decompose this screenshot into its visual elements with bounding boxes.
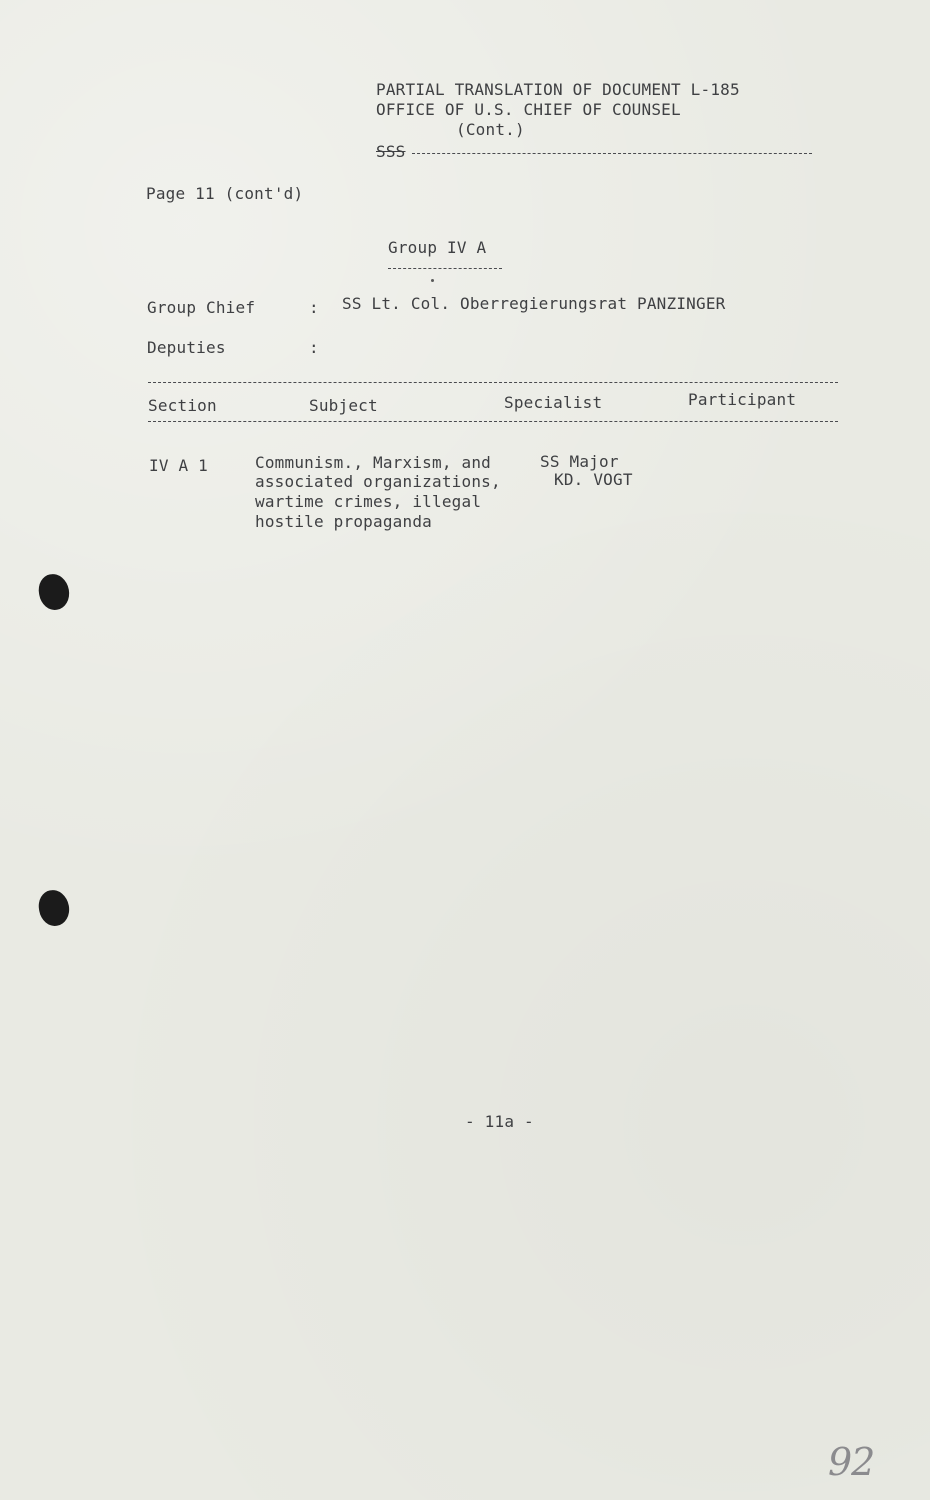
- group-title: Group IV A: [388, 238, 487, 257]
- group-chief-label: Group Chief: [147, 298, 256, 317]
- group-title-underline: [388, 268, 502, 269]
- row-specialist-line-1: SS Major: [540, 452, 619, 471]
- header-title-line-1: PARTIAL TRANSLATION OF DOCUMENT L-185: [376, 80, 740, 99]
- row-specialist-line-2: KD. VOGT: [554, 470, 633, 489]
- table-top-rule: [148, 382, 838, 383]
- deputies-colon: :: [309, 338, 319, 357]
- row-subject-line-2: associated organizations,: [255, 472, 501, 491]
- header-specialist: Specialist: [504, 393, 603, 412]
- page-reference: Page 11 (cont'd): [146, 184, 304, 203]
- header-dashed-rule: [412, 153, 812, 154]
- row-section: IV A 1: [149, 456, 208, 475]
- header-subject: Subject: [309, 396, 378, 415]
- header-title-line-2: OFFICE OF U.S. CHIEF OF COUNSEL: [376, 100, 681, 119]
- row-subject-line-3: wartime crimes, illegal: [255, 492, 482, 511]
- row-subject-line-4: hostile propaganda: [255, 512, 432, 531]
- header-participant: Participant: [688, 390, 797, 409]
- punch-hole-top: [36, 572, 72, 613]
- footer-page-number: - 11a -: [465, 1112, 534, 1131]
- deputies-label: Deputies: [147, 338, 226, 357]
- table-header-bottom-rule: [148, 421, 838, 422]
- punch-hole-bottom: [36, 888, 72, 929]
- header-section: Section: [148, 396, 217, 415]
- group-chief-value: SS Lt. Col. Oberregierungsrat PANZINGER: [342, 294, 726, 313]
- underline-dot: [431, 279, 434, 282]
- row-subject-line-1: Communism., Marxism, and: [255, 453, 491, 472]
- header-cont: (Cont.): [456, 120, 525, 139]
- group-chief-colon: :: [309, 298, 319, 317]
- handwritten-page-number: 92: [828, 1440, 875, 1484]
- struck-text: SSS: [376, 142, 406, 161]
